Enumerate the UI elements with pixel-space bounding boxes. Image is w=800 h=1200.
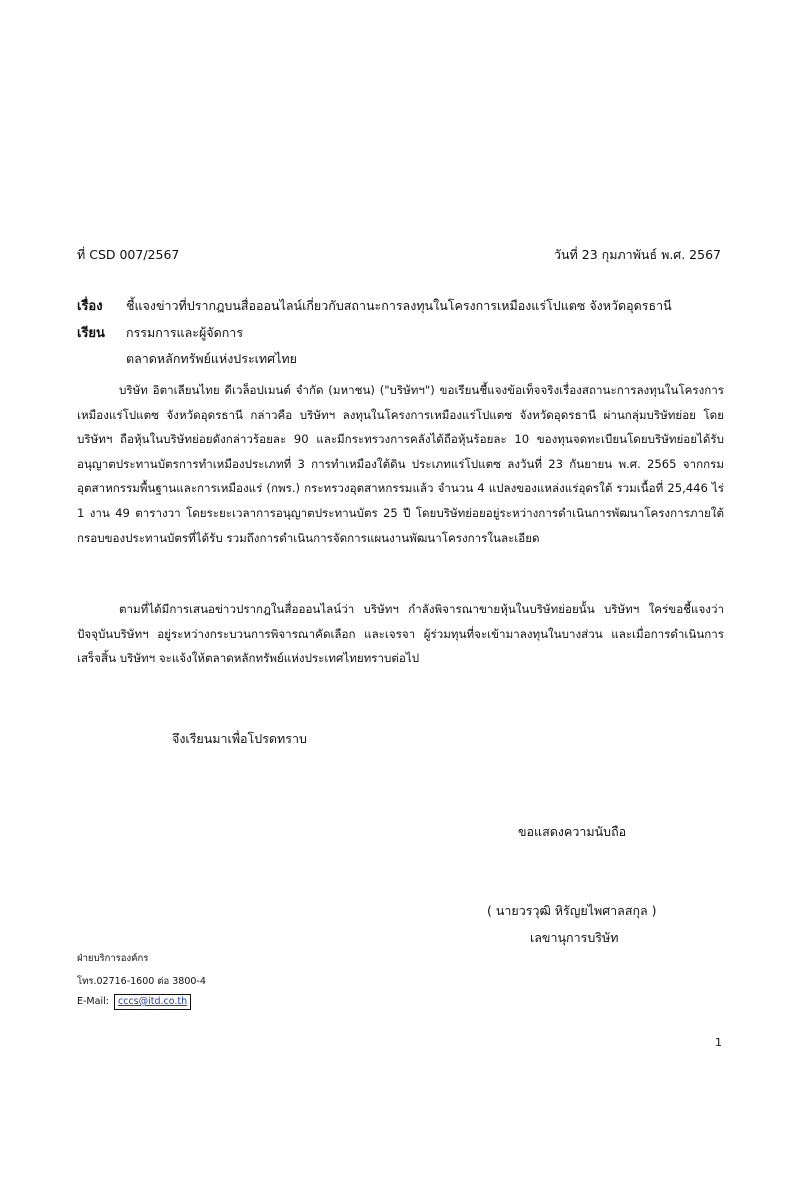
regards-line: ขอแสดงความนับถือ (518, 824, 627, 839)
signer-title: เลขานุการบริษัท (530, 930, 619, 945)
signer-name: ( นายวรวุฒิ หิรัญยไพศาลสกุล ) (487, 903, 657, 918)
reference-number: ที่ CSD 007/2567 (77, 247, 180, 262)
contact-email-row (77, 994, 191, 1010)
contact-phone: โทร.02716-1600 ต่อ 3800-4 (77, 976, 206, 987)
subject-text: ชี้แจงข่าวที่ปรากฎบนสื่อออนไลน์เกี่ยวกับสถานะการลงทุนในโครงการเหมืองแร่โปแตซ จังหวัดอุดรธานี (126, 298, 672, 313)
closing-line: จึงเรียนมาเพื่อโปรดทราบ (172, 731, 307, 746)
recipient-line-2: ตลาดหลักทรัพย์แห่งประเทศไทย (126, 351, 297, 366)
recipient-line-1: กรรมการและผู้จัดการ (126, 325, 244, 340)
page-number: 1 (715, 1036, 722, 1049)
body-paragraph-1: บริษัท อิตาเลียนไทย ดีเวล็อปเมนต์ จำกัด (มหาชน) ("บริษัทฯ") ขอเรียนชี้แจงข้อเท็จจริงเรื่องสถานะการลงทุนในโครงการเหมืองแร่โปแตซ จังหวัดอุดรธานี กล่าวคือ บริษัทฯ ลงทุนในโครงการเหมืองแร่โปแตซ จังหวัดอุดรธานี ผ่านกลุ่มบริษัทย่อย โดยบริษัทฯ ถือหุ้นในบริษัทย่อยดังกล่าวร้อยละ 90 และมีกระทรวงการคลังได้ถือหุ้นร้อยละ 10 ของทุนจดทะเบียนโดยบริษัทย่อยได้รับอนุญาตประทานบัตรการทำเหมืองประเภทที่ 3 การทำเหมืองใต้ดิน ประเภทแร่โปแตซ ลงวันที่ 23 กันยายน พ.ศ. 2565 จากกรมอุตสาหกรรมพื้นฐานและการเหมืองแร่ (กพร.) กระทรวงอุตสาหกรรมแล้ว จำนวน 4 แปลงของแหล่งแร่อุดรใต้ รวมเนื้อที่ 25,446 ไร่ 1 งาน 49 ตารางวา โดยระยะเวลาการอนุญาตประทานบัตร 25 ปี โดยบริษัทย่อยอยู่ระหว่างการดำเนินการพัฒนาโครงการภายใต้กรอบของประทานบัตรที่ได้รับ รวมถึงการดำเนินการจัดการแผนงานพัฒนาโครงการในละเอียด (77, 383, 724, 545)
body-paragraph-2: ตามที่ได้มีการเสนอข่าวปรากฎในสื่อออนไลน์ว่า บริษัทฯ กำลังพิจารณาขายหุ้นในบริษัทย่อยนั้น บริษัทฯ ใคร่ขอชี้แจงว่าปัจจุบันบริษัทฯ อยู่ระหว่างกระบวนการพิจารณาคัดเลือก และเจรจา ผู้ร่วมทุนที่จะเข้ามาลงทุนในบางส่วน และเมื่อการดำเนินการเสร็จสิ้น บริษัทฯ จะแจ้งให้ตลาดหลักทรัพย์แห่งประเทศไทยทราบต่อไป (77, 602, 724, 666)
email-link[interactable]: cccs@itd.co.th (114, 994, 191, 1010)
recipient-label: เรียน (77, 326, 105, 341)
letter-date: วันที่ 23 กุมภาพันธ์ พ.ศ. 2567 (553, 247, 721, 262)
email-label: E-Mail: (77, 996, 109, 1007)
contact-department: ฝ่ายบริการองค์กร (77, 953, 149, 964)
subject-label: เรื่อง (77, 299, 103, 314)
